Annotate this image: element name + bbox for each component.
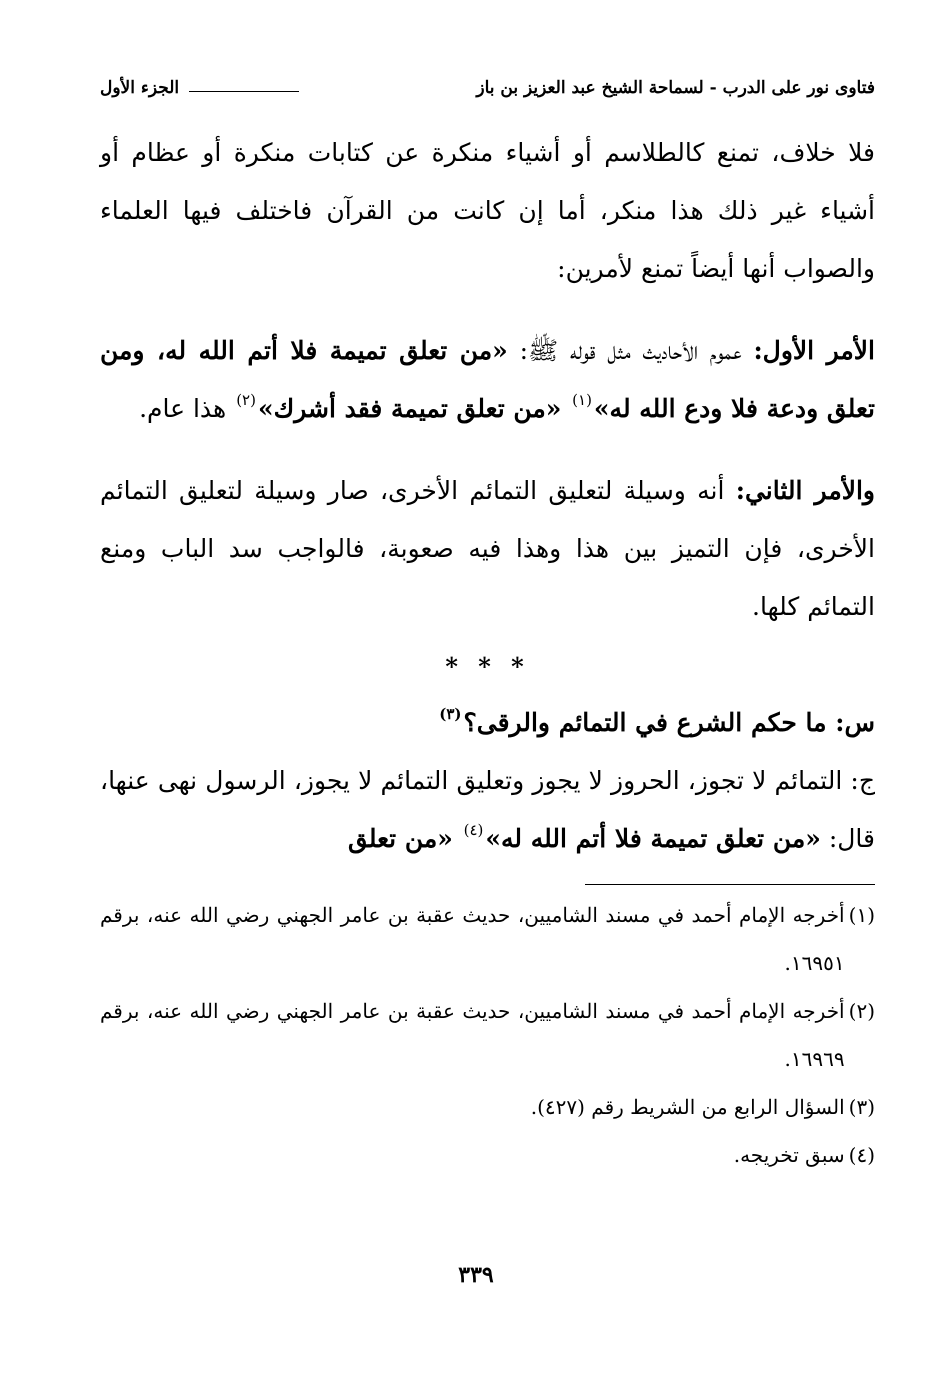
question	[100, 694, 875, 752]
footnote-rule	[585, 884, 875, 885]
first-matter-text: عموم الأحاديث مثل قوله ﷺ:	[507, 336, 754, 365]
first-matter-end: هذا عام.	[139, 394, 235, 423]
footnote-number: (٣)	[848, 1095, 875, 1119]
question-text: س: ما حكم الشرع في التمائم والرقى؟	[463, 708, 875, 737]
footnote-number: (٢)	[848, 999, 875, 1023]
footnote-ref-3[interactable]: (٣)	[439, 705, 462, 723]
second-matter-heading: والأمر الثاني:	[735, 476, 875, 505]
paragraph-second-matter	[100, 462, 875, 636]
page-number: ٣٣٩	[458, 1262, 494, 1288]
section-separator: * * *	[445, 652, 530, 681]
footnote-number: (٤)	[848, 1143, 875, 1167]
footnote-3	[100, 1083, 875, 1131]
first-matter-heading: الأمر الأول:	[753, 336, 876, 365]
paragraph-gap	[100, 298, 875, 322]
header-part: الجزء الأول	[100, 78, 180, 98]
paragraph-intro: فلا خلاف، تمنع كالطلاسم أو أشياء منكرة عن كتابات منكرة أو عظام أو أشياء غير ذلك هذا منكر، أما إن كانت من القرآن فاختلف فيها العلماء والصواب أنها أيضاً تمنع لأمرين:	[100, 138, 875, 283]
footnote-text: السؤال الرابع من الشريط رقم (٤٢٧).	[530, 1095, 845, 1119]
hadith-quote-2: «من تعلق تميمة فقد أشرك»	[257, 394, 571, 423]
answer-text: ج: التمائم لا تجوز، الحروز لا يجوز وتعليق التمائم لا يجوز، الرسول نهى عنها، قال:	[100, 766, 875, 853]
footnote-text: أخرجه الإمام أحمد في مسند الشاميين، حديث عقبة بن عامر الجهني رضي الله عنه، برقم ١٦٩٦٩.	[100, 999, 845, 1071]
footnotes	[100, 891, 875, 1179]
footnote-ref-1[interactable]: (١)	[572, 391, 592, 409]
running-header	[100, 70, 875, 106]
footnote-text: سبق تخريجه.	[733, 1143, 845, 1167]
header-title: فتاوى نور على الدرب - لسماحة الشيخ عبد العزيز بن باز	[476, 78, 875, 98]
paragraph-first-matter	[100, 322, 875, 438]
paragraph-gap	[100, 438, 875, 462]
hadith-quote-1: «من تعلق تميمة فلا أتم الله له، ومن تعلق ودعة فلا ودع الله له»	[100, 336, 875, 423]
second-matter-text: أنه وسيلة لتعليق التمائم الأخرى، صار وسيلة لتعليق التمائم الأخرى، فإن التميز بين هذا وهذا فيه صعوبة، فالواجب سد الباب ومنع التمائم كلها.	[100, 476, 875, 621]
answer-quote-2: «من تعلق	[347, 824, 462, 853]
answer-quote-1: «من تعلق تميمة فلا أتم الله له»	[485, 824, 821, 853]
footnote-4	[100, 1131, 875, 1179]
answer	[100, 752, 875, 868]
footnote-ref-4[interactable]: (٤)	[463, 821, 484, 839]
header-rule	[189, 91, 299, 92]
header-part-group	[100, 78, 309, 98]
footnote-number: (١)	[848, 903, 875, 927]
footnote-1	[100, 891, 875, 987]
footnote-text: أخرجه الإمام أحمد في مسند الشاميين، حديث عقبة بن عامر الجهني رضي الله عنه، برقم ١٦٩٥١.	[100, 903, 845, 975]
page	[100, 70, 875, 1179]
footnote-2	[100, 987, 875, 1083]
footnote-ref-2[interactable]: (٢)	[236, 391, 256, 409]
